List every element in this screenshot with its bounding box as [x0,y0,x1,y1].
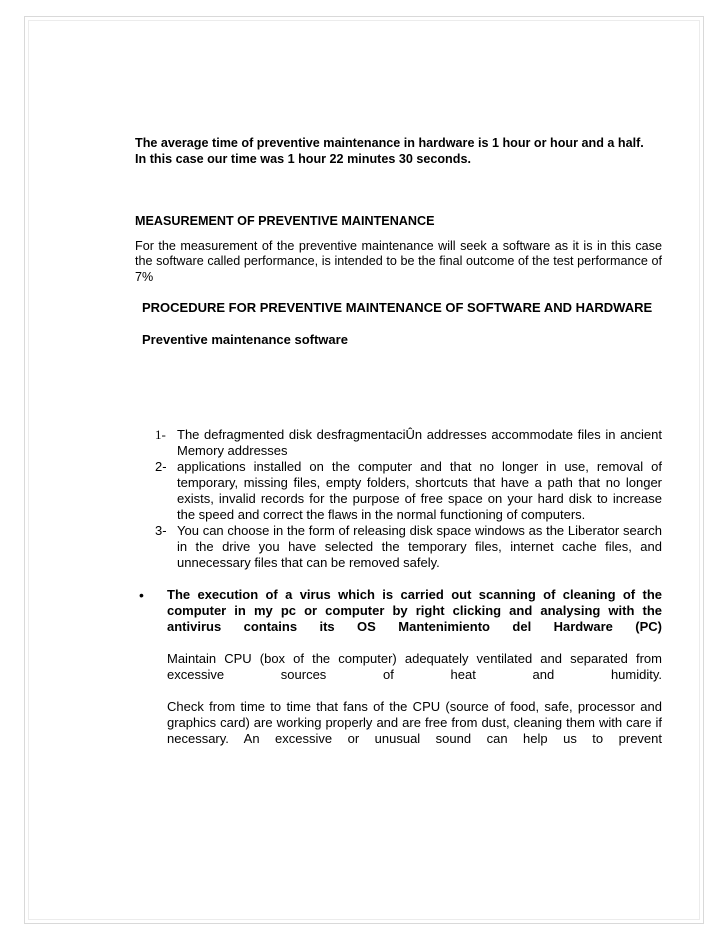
intro-line-1: The average time of preventive maintenance in hardware is 1 hour or hour and a half. [135,136,644,150]
procedure-subheading: Preventive maintenance software [142,332,348,347]
bullet-section [135,587,662,747]
bullet-icon: • [139,587,144,603]
step-text: applications installed on the computer and that no longer in use, removal of temporary, missing files, empty folders, shortcuts that have a path that no longer exists, invalid records for the purpose of free space on your hard disk to increase the speed and correct the flaws in the normal functioning of computers. [177,459,662,522]
bullet-paragraph-2: Check from time to time that fans of the CPU (source of food, safe, processor and graphics card) are working properly and are free from dust, cleaning them with care if necessary. An excessive or unusual sound can help us to prevent [167,699,662,746]
list-item [135,427,662,459]
list-item [135,523,662,571]
step-text: You can choose in the form of releasing disk space windows as the Liberator search in the drive you have selected the temporary files, internet cache files, and unnecessary files that can be removed safely. [177,523,662,570]
document-body [135,136,662,747]
intro-section [135,136,662,167]
measurement-heading: MEASUREMENT OF PREVENTIVE MAINTENANCE [135,214,435,228]
procedure-section [135,300,662,348]
step-text: The defragmented disk desfragmentaciÛn addresses accommodate files in ancient Memory addresses [177,427,662,458]
step-number: 1- [155,427,166,442]
intro-line-2: In this case our time was 1 hour 22 minutes 30 seconds. [135,151,471,166]
steps-list [135,427,662,571]
list-item [135,459,662,523]
bullet-body [167,587,662,747]
procedure-heading: PROCEDURE FOR PREVENTIVE MAINTENANCE OF SOFTWARE AND HARDWARE [142,300,653,315]
bullet-heading: The execution of a virus which is carried out scanning of cleaning of the computer in my pc or computer by right clicking and analysing with the antivirus contains its OS Mantenimiento del Hardware (PC) [167,587,662,634]
bullet-paragraph-1: Maintain CPU (box of the computer) adequately ventilated and separated from excessive sources of heat and humidity. [167,651,662,682]
measurement-body: For the measurement of the preventive maintenance will seek a software as it is in this case the software called performance, is intended to be the final outcome of the test performance of 7% [135,238,662,284]
step-number: 3- [155,523,167,538]
step-number: 2- [155,459,167,474]
